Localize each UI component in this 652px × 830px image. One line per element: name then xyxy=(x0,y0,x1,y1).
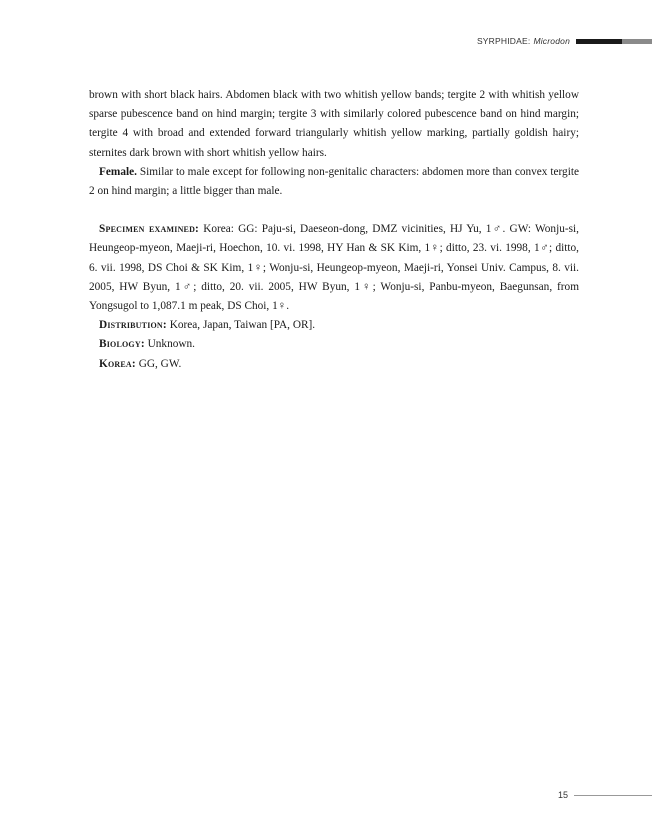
female-label: Female. xyxy=(99,165,137,178)
running-head xyxy=(477,36,652,46)
male-description-paragraph: brown with short black hairs. Abdomen black with two whitish yellow bands; tergite 2 with whitish yellow sparse pubescence band on hind margin; tergite 3 with similarly colored pubescence band on hind margin; tergite 4 with broad and extended forward triangularly whitish yellow marking, partially goldish hairy; sternites dark brown with short whitish yellow hairs. xyxy=(89,89,579,159)
header-bar-grey-segment xyxy=(622,39,652,44)
running-head-genus: Microdon xyxy=(533,36,570,46)
female-text: Similar to male except for following non-genitalic characters: abdomen more than convex tergite 2 on hind margin; a little bigger than male. xyxy=(89,165,579,198)
specimen-paragraph xyxy=(89,220,579,316)
specimen-text: Korea: GG: Paju-si, Daeseon-dong, DMZ vicinities, HJ Yu, 1♂. GW: Wonju-si, Heungeop-myeon, Maeji-ri, Hoechon, 10. vi. 1998, HY Han & SK Kim, 1♀; ditto, 23. vi. 1998, 1♂; ditto, 6. vii. 1998, DS Choi & SK Kim, 1♀; Wonju-si, Heungeop-myeon, Maeji-ri, Yonsei Univ. Campus, 8. vii. 2005, HW Byun, 1♂; ditto, 20. vii. 2005, HW Byun, 1♀; Wonju-si, Panbu-myeon, Baegunsan, from Yongsugol to 1,087.1 m peak, DS Choi, 1♀. xyxy=(89,223,579,313)
footer-rule xyxy=(574,795,652,796)
specimen-label: Specimen examined: xyxy=(99,223,200,236)
distribution-paragraph xyxy=(89,316,579,335)
korea-text: GG, GW. xyxy=(135,357,182,370)
korea-paragraph xyxy=(89,355,579,374)
running-head-family: SYRPHIDAE: xyxy=(476,36,531,46)
page-footer xyxy=(558,790,652,800)
biology-text: Unknown. xyxy=(144,338,196,351)
page-number: 15 xyxy=(557,790,568,800)
header-decorative-bar xyxy=(576,39,652,44)
page-body xyxy=(89,86,579,374)
korea-label: Korea: xyxy=(99,357,136,370)
header-bar-dark-segment xyxy=(576,39,622,44)
female-paragraph xyxy=(89,163,579,201)
biology-paragraph xyxy=(89,335,579,354)
distribution-label: Distribution: xyxy=(99,319,167,332)
distribution-text: Korea, Japan, Taiwan [PA, OR]. xyxy=(166,319,316,332)
section-gap xyxy=(89,201,579,220)
biology-label: Biology: xyxy=(99,338,145,351)
